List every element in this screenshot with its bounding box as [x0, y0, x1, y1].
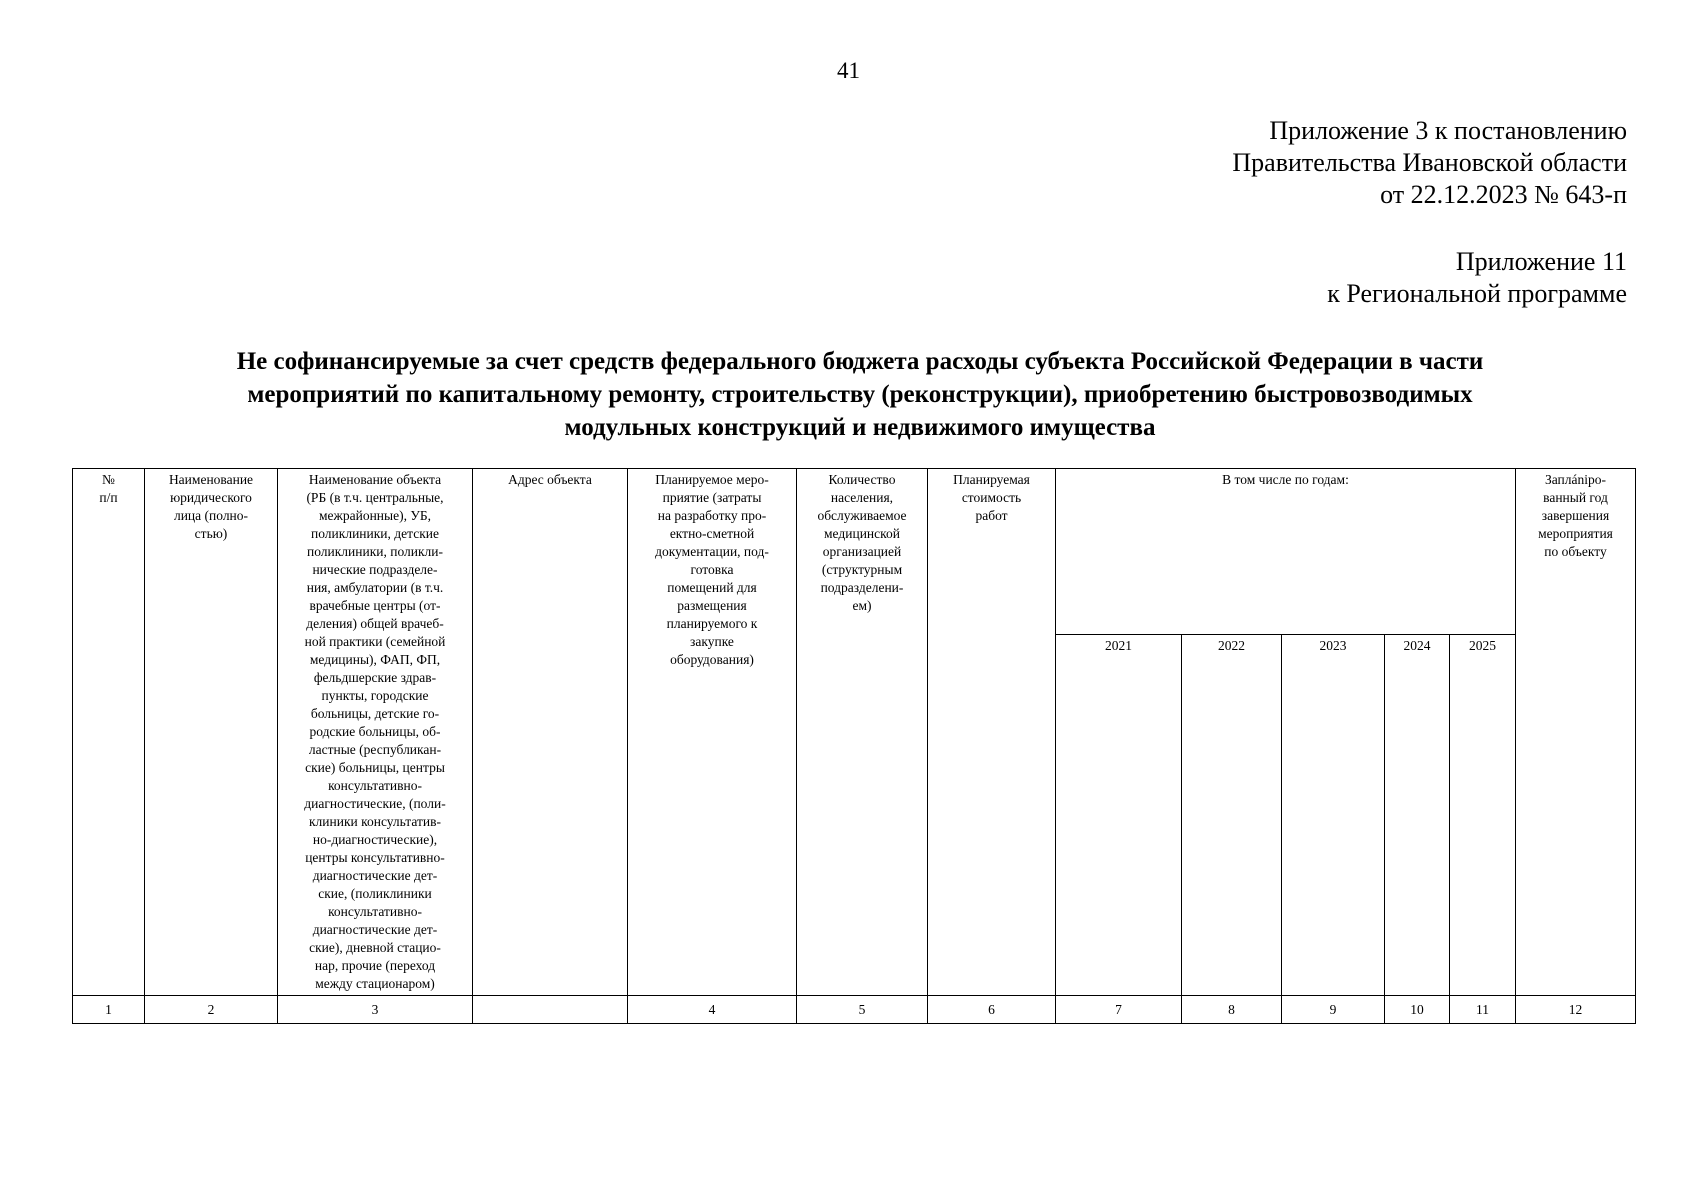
appendix-program-block [1327, 246, 1627, 310]
column-number: 10 [1385, 996, 1450, 1024]
page-number: 41 [837, 58, 860, 83]
document-title-line: мероприятий по капитальному ремонту, строительству (реконструкции), приобретению быстровозводимых [247, 381, 1473, 408]
header-year-2021: 2021 [1056, 634, 1182, 995]
header-num: № п/п [73, 469, 145, 996]
column-number: 6 [928, 996, 1056, 1024]
header-population: Количество населения, обслуживаемое медицинской организацией (структурным подразделени- ем) [797, 469, 928, 996]
column-number: 12 [1516, 996, 1636, 1024]
column-number: 4 [628, 996, 797, 1024]
document-title-line: Не софинансируемые за счет средств федерального бюджета расходы субъекта Российской Федерации в части [236, 348, 1484, 375]
header-planned-cost: Планируемая стоимость работ [928, 469, 1056, 996]
column-number: 11 [1450, 996, 1516, 1024]
header-year-2022: 2022 [1182, 634, 1282, 995]
header-planned-event: Планируемое меро- приятие (затраты на разработку про- ектно-сметной документации, под- готовка помещений для размещения планируемого к закупке оборудования) [628, 469, 797, 996]
header-object-name: Наименование объекта (РБ (в т.ч. центральные, межрайонные), УБ, поликлиники, детские поликлиники, поликли- нические подразделе- ния, амбулатории (в т.ч. врачебные центры (от- деления) общей врачеб- ной практики (семейной медицины), ФАП, ФП, фельдшерские здрав- пункты, городские больницы, детские го- родские больницы, об- ластные (республикан- ские) больницы, центры консультативно- диагностические, (поли- клиники консультатив- но-диагностические), центры консультативно- диагностические дет- ские, (поликлиники консультативно- диагностические дет- ские), дневной стацио- нар, прочие (переход между стационаром) [278, 469, 473, 996]
column-number: 7 [1056, 996, 1182, 1024]
column-number: 1 [73, 996, 145, 1024]
header-address: Адрес объекта [473, 469, 628, 996]
header-year-2025: 2025 [1450, 634, 1516, 995]
table-header-row [73, 469, 1636, 635]
appendix-program-line: Приложение 11 [1455, 247, 1627, 276]
column-numbers-row [73, 996, 1636, 1024]
header-legal-entity: Наименование юридического лица (полно- стью) [145, 469, 278, 996]
expenses-table [72, 468, 1636, 1024]
appendix-resolution-line: от 22.12.2023 № 643-п [1380, 180, 1627, 209]
appendix-resolution-line: Приложение 3 к постановлению [1269, 116, 1627, 145]
document-title [90, 345, 1630, 444]
header-year-2024: 2024 [1385, 634, 1450, 995]
column-number: 8 [1182, 996, 1282, 1024]
column-number: 5 [797, 996, 928, 1024]
header-year-2023: 2023 [1282, 634, 1385, 995]
document-title-line: модульных конструкций и недвижимого имущества [564, 414, 1156, 441]
appendix-resolution-line: Правительства Ивановской области [1232, 148, 1627, 177]
column-number [473, 996, 628, 1024]
appendix-program-line: к Региональной программе [1327, 279, 1627, 308]
header-years-group: В том числе по годам: [1056, 469, 1516, 635]
column-number: 9 [1282, 996, 1385, 1024]
column-number: 2 [145, 996, 278, 1024]
appendix-resolution-block [1232, 115, 1627, 211]
header-completion-year: Заплániро- ванный год завершения мероприятия по объекту [1516, 469, 1636, 996]
column-number: 3 [278, 996, 473, 1024]
